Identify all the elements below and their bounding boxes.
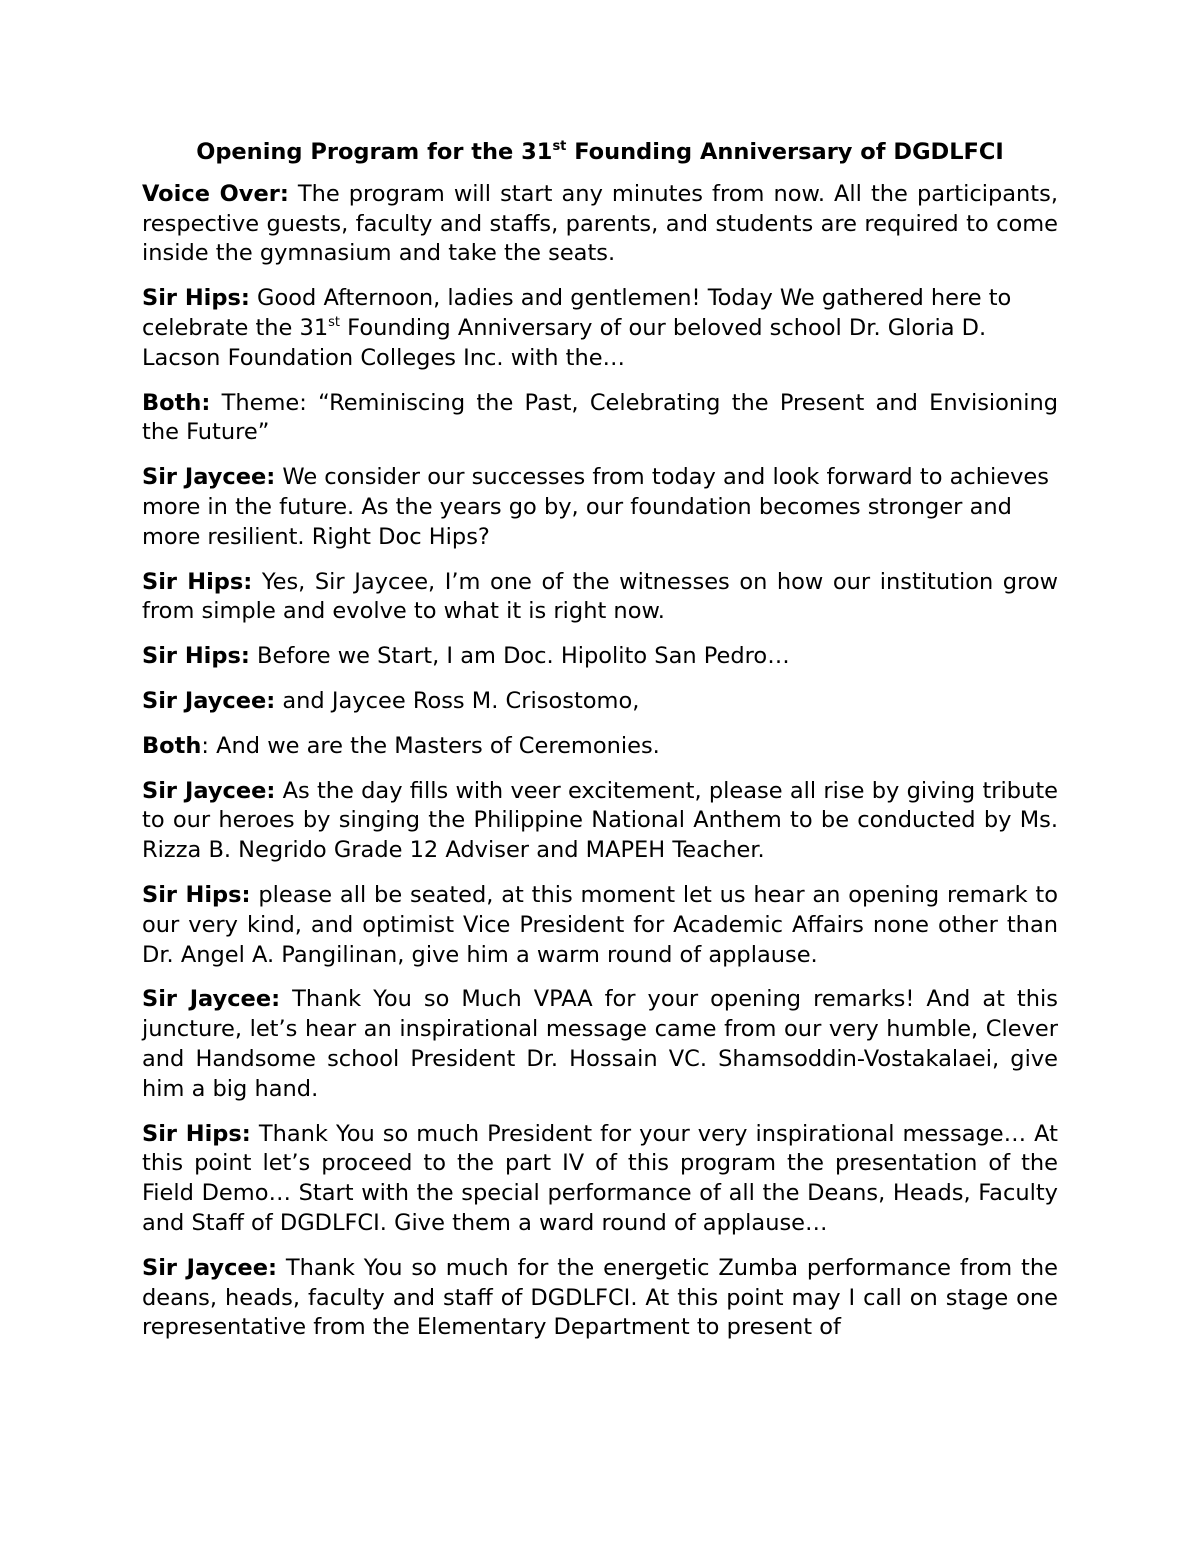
script-paragraph-sir-jaycee-president (142, 985, 1058, 1104)
script-paragraph-sir-jaycee-successes (142, 463, 1058, 552)
speaker-label: Sir Jaycee: (142, 464, 276, 491)
dialogue-text: We consider our successes from today and look forward to achieves more in the future. As the years go by, our foundation becomes stronger and more resilient. Right Doc Hips? (142, 464, 1050, 550)
speaker-label: Sir Jaycee: (142, 687, 276, 714)
title-ordinal-suffix: st (552, 139, 567, 154)
script-paragraph-sir-hips-intro (142, 642, 1058, 672)
dialogue-text: Good Afternoon, ladies and gentlemen! Today We gathered here to celebrate the 31 (142, 285, 1012, 341)
dialogue-text: Theme: “Reminiscing the Past, Celebrating the Present and Envisioning the Future” (142, 389, 1058, 446)
title-text-before: Opening Program for the 31 (196, 139, 553, 165)
script-paragraph-both-masters (142, 732, 1058, 762)
script-paragraph-sir-jaycee-intro (142, 687, 1058, 717)
dialogue-text-continued: Founding Anniversary of our beloved school Dr. Gloria D. Lacson Foundation Colleges Inc. with the… (142, 314, 987, 371)
script-paragraph-sir-hips-welcome (142, 284, 1058, 373)
dialogue-text: : And we are the Masters of Ceremonies. (201, 732, 660, 759)
speaker-label: Sir Hips: (142, 285, 250, 312)
dialogue-text: please all be seated, at this moment let us hear an opening remark to our very kind, and optimist Vice President for Academic Affairs none other than Dr. Angel A. Pangilinan, give him a warm round of applause. (142, 881, 1059, 968)
speaker-label: Voice Over: (142, 180, 289, 207)
script-paragraph-both-theme (142, 389, 1058, 449)
speaker-label: Sir Jaycee: (142, 777, 276, 804)
dialogue-text: and Jaycee Ross M. Crisostomo, (275, 687, 640, 714)
title-text-after: Founding Anniversary of DGDLFCI (566, 139, 1004, 165)
script-paragraph-sir-jaycee-zumba (142, 1254, 1058, 1343)
script-paragraph-sir-jaycee-anthem (142, 777, 1058, 866)
speaker-label: Sir Hips: (142, 643, 250, 670)
dialogue-text: As the day fills with veer excitement, please all rise by giving tribute to our heroes by singing the Philippine National Anthem to be conducted by Ms. Rizza B. Negrido Grade 12 Adviser and MAPEH Teacher. (142, 777, 1059, 864)
speaker-label: Sir Hips: (142, 881, 251, 908)
script-paragraph-voice-over (142, 180, 1058, 269)
document-title (142, 138, 1058, 168)
script-paragraph-sir-hips-witness (142, 568, 1058, 628)
dialogue-text: Thank You so much President for your very inspirational message… At this point let’s proceed to the part IV of this program the presentation of the Field Demo… Start with the special performance of all the Deans, Heads, Faculty and Staff of DGDLFCI. Give them a ward round of applause… (142, 1120, 1058, 1236)
document-page (142, 138, 1058, 1358)
dialogue-text: Before we Start, I am Doc. Hipolito San Pedro… (249, 643, 790, 670)
ordinal-suffix: st (328, 314, 341, 330)
dialogue-text: The program will start any minutes from now. All the participants, respective guests, faculty and staffs, parents, and students are required to come inside the gymnasium and take the seats. (142, 180, 1058, 267)
script-paragraph-sir-hips-opening-remark (142, 881, 1058, 970)
speaker-label: Sir Hips: (142, 1120, 251, 1147)
speaker-label: Both (142, 732, 202, 759)
script-paragraph-sir-hips-field-demo (142, 1120, 1058, 1239)
dialogue-text: Thank You so Much VPAA for your opening remarks! And at this juncture, let’s hear an inspirational message came from our very humble, Clever and Handsome school President Dr. Hossain VC. Shamsoddin-Vostakalaei, give him a big hand. (142, 986, 1058, 1102)
speaker-label: Sir Jaycee: (142, 986, 281, 1013)
speaker-label: Both: (142, 389, 211, 416)
speaker-label: Sir Jaycee: (142, 1254, 277, 1281)
speaker-label: Sir Hips: (142, 568, 253, 595)
dialogue-text: Thank You so much for the energetic Zumba performance from the deans, heads, faculty and staff of DGDLFCI. At this point may I call on stage one representative from the Elementary Department to present of (142, 1254, 1058, 1341)
dialogue-text: Yes, Sir Jaycee, I’m one of the witnesses on how our institution grow from simple and evolve to what it is right now. (142, 568, 1058, 625)
